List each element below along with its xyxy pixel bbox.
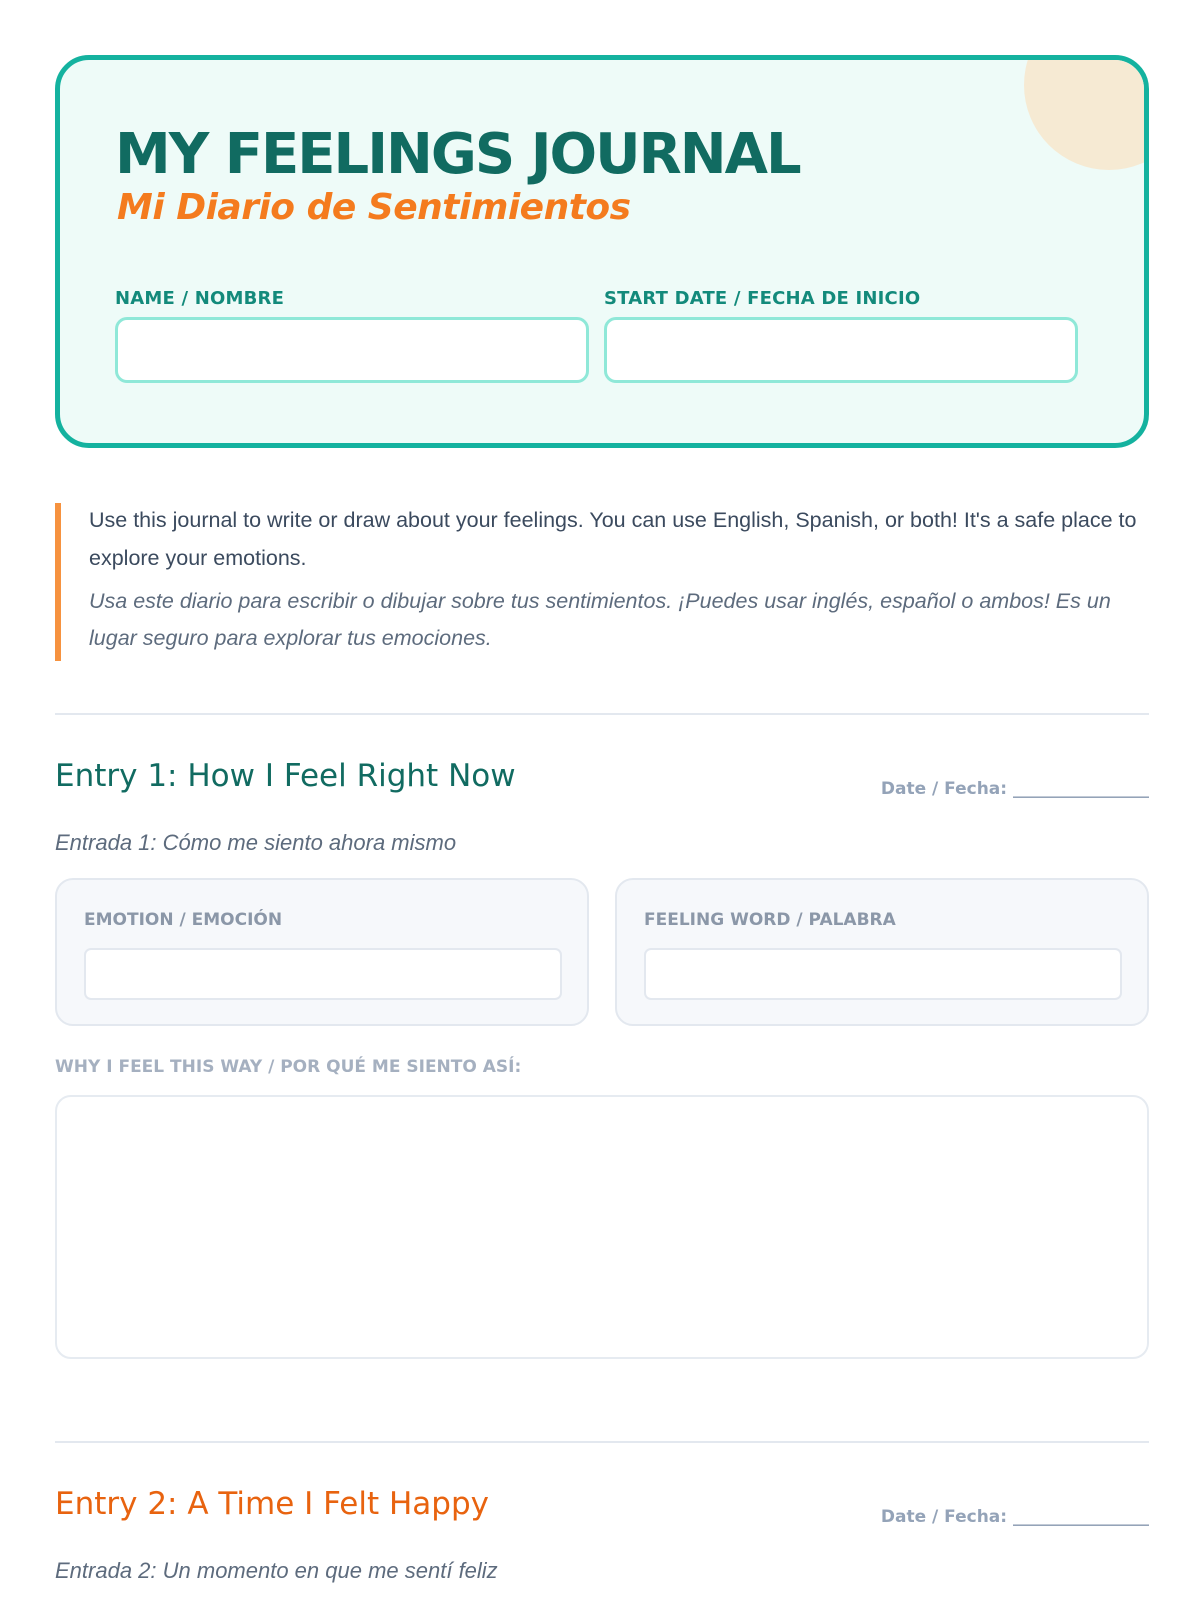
emotion-input[interactable] (84, 948, 562, 1000)
entry-2-date: Date / Fecha: ________________ (880, 1507, 1149, 1527)
intro-spanish: Usa este diario para escribir o dibujar sobre tus sentimientos. ¡Puedes usar inglés, español o ambos! Es un lugar seguro para explorar tus emociones. (89, 589, 1111, 650)
entry-2-subtitle: Entrada 2: Un momento en que me sentí feliz (55, 1558, 498, 1583)
entry-1-date: Date / Fecha: ________________ (880, 779, 1149, 799)
start-date-label: START DATE / FECHA DE INICIO (604, 288, 921, 309)
emotion-card (55, 878, 589, 1026)
feeling-word-input[interactable] (644, 948, 1122, 1000)
entry-2-title: Entry 2: A Time I Felt Happy (55, 1486, 489, 1522)
intro-callout (55, 503, 1149, 661)
entry-1-subtitle: Entrada 1: Cómo me siento ahora mismo (55, 830, 457, 855)
emotion-label: EMOTION / EMOCIÓN (84, 910, 283, 930)
entry-1-title: Entry 1: How I Feel Right Now (55, 758, 516, 794)
journal-title: MY FEELINGS JOURNAL (115, 122, 800, 187)
section-divider (55, 1441, 1149, 1443)
journal-header-card (55, 55, 1149, 448)
section-divider (55, 713, 1149, 715)
decorative-circle (1024, 55, 1149, 170)
intro-english: Use this journal to write or draw about your feelings. You can use English, Spanish, or both! It's a safe place to explore your emotions. (89, 508, 1137, 570)
feeling-word-card (615, 878, 1149, 1026)
why-label: WHY I FEEL THIS WAY / POR QUÉ ME SIENTO ASÍ: (55, 1057, 522, 1077)
journal-subtitle: Mi Diario de Sentimientos (117, 187, 631, 228)
start-date-field[interactable] (604, 317, 1078, 383)
name-label: NAME / NOMBRE (115, 288, 285, 309)
name-field[interactable] (115, 317, 589, 383)
why-textarea[interactable] (55, 1095, 1149, 1359)
feeling-word-label: FEELING WORD / PALABRA (644, 910, 896, 930)
